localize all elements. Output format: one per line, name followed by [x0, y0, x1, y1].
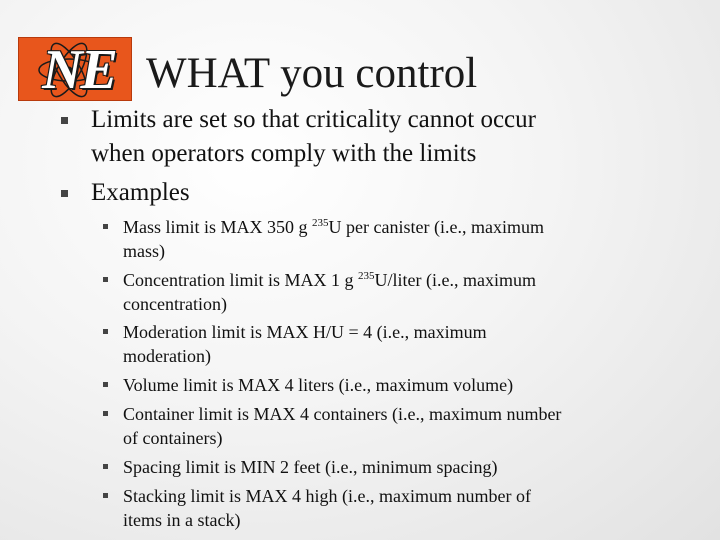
logo-text: NE: [42, 39, 116, 101]
sub-bullet-mass: [123, 215, 643, 263]
bullet-marker: [103, 464, 108, 469]
sub-bullet-stacking: [123, 484, 643, 532]
bullet-line: mass): [123, 241, 165, 261]
bullet-line: Limits are set so that criticality cannot occur: [91, 106, 536, 133]
bullet-limits: [91, 103, 651, 171]
bullet-marker: [103, 411, 108, 416]
bullet-examples: [91, 176, 651, 210]
bullet-marker: [103, 224, 108, 229]
sub-bullet-container: [123, 402, 643, 450]
bullet-line: when operators comply with the limits: [91, 140, 477, 167]
sub-bullet-volume: [123, 373, 643, 397]
bullet-line: Container limit is MAX 4 containers (i.e., maximum number: [123, 404, 562, 424]
bullet-line: Spacing limit is MIN 2 feet (i.e., minimum spacing): [123, 457, 498, 477]
sub-bullet-spacing: [123, 455, 643, 479]
bullet-marker: [103, 493, 108, 498]
logo: [18, 37, 132, 101]
bullet-line: of containers): [123, 428, 223, 448]
bullet-line: Stacking limit is MAX 4 high (i.e., maximum number of: [123, 486, 531, 506]
bullet-line: Moderation limit is MAX H/U = 4 (i.e., maximum: [123, 322, 487, 342]
bullet-line: Volume limit is MAX 4 liters (i.e., maximum volume): [123, 375, 514, 395]
bullet-marker: [103, 277, 108, 282]
bullet-line: Mass limit is MAX 350 g $^{235}$U per canister (i.e., maximum: [123, 217, 544, 237]
sub-bullet-moderation: [123, 320, 643, 368]
bullet-line: Examples: [91, 179, 190, 206]
bullet-line: Concentration limit is MAX 1 g $^{235}$U/liter (i.e., maximum: [123, 270, 536, 290]
bullet-marker: [61, 117, 68, 124]
bullet-line: items in a stack): [123, 510, 241, 530]
slide-title: WHAT you control: [146, 50, 478, 97]
bullet-marker: [61, 190, 68, 197]
bullet-marker: [103, 382, 108, 387]
sub-bullet-concentration: [123, 268, 643, 316]
bullet-marker: [103, 329, 108, 334]
bullet-line: moderation): [123, 346, 211, 366]
bullet-line: concentration): [123, 294, 227, 314]
